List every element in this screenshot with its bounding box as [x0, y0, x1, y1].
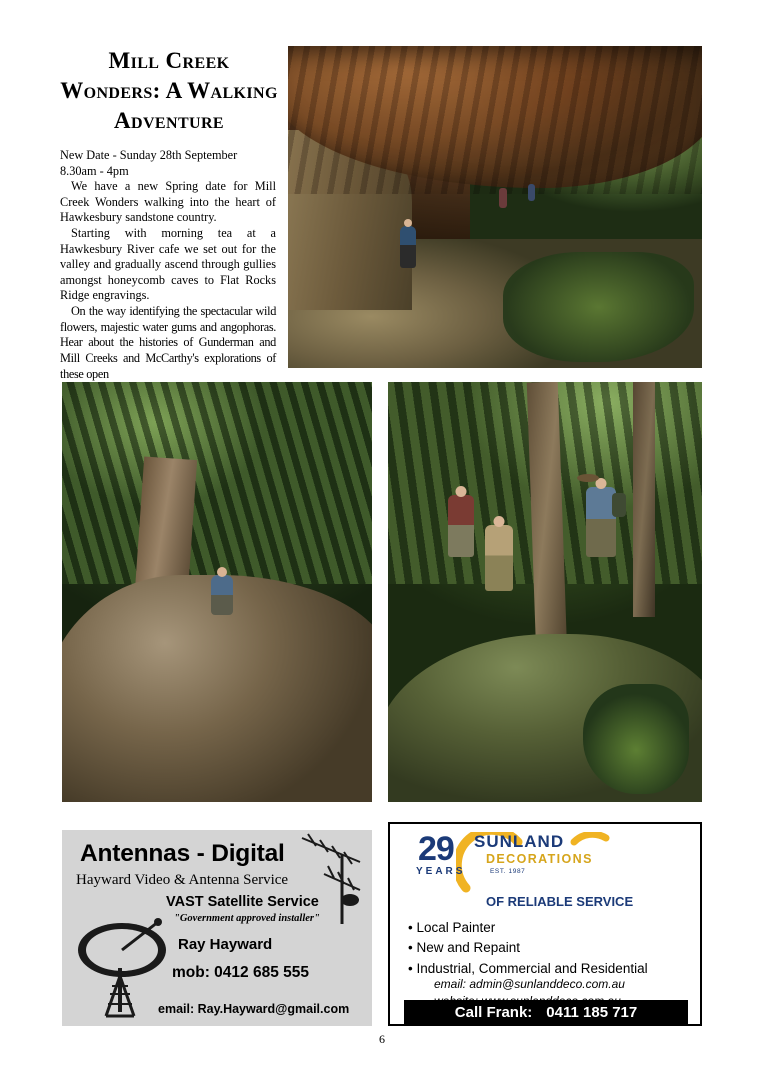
- photo-tree-roots: [62, 382, 372, 802]
- advert-brand-name: SUNLAND: [474, 832, 565, 851]
- advert-mobile-number[interactable]: mob: 0412 685 555: [172, 964, 310, 981]
- advert-years-word: YEARS: [416, 866, 466, 877]
- walker-figure-man-right: [586, 487, 616, 557]
- list-item: • Industrial, Commercial and Residential: [408, 960, 648, 976]
- advert-call-label: Call Frank:: [454, 1003, 533, 1021]
- article-dateline-2: 8.30am - 4pm: [60, 163, 129, 178]
- article-paragraph-3: On the way identifying the spectacular wild flowers, majestic water gums and angophoras. Hear about the histories of Gunderman and Mill Creeks and McCarthy's explorations of these open: [60, 304, 276, 381]
- satellite-dish-icon: [70, 916, 182, 1020]
- article-paragraph-2: Starting with morning tea at a Hawkesbury River cafe we set out for the valley and gradually ascend through gullies amongst honeycomb caves to Flat Rocks Ridge engravings.: [60, 226, 276, 303]
- roots-canopy: [62, 382, 372, 584]
- walker-figure: [400, 226, 416, 268]
- article-body: [60, 148, 276, 382]
- advert-email[interactable]: email: admin@sunlanddeco.com.au: [434, 977, 625, 991]
- page-title: Mill Creek Wonders: A Walking Adventure: [60, 48, 278, 133]
- right-tree-trunk: [633, 382, 655, 617]
- walker-figure-distant-2: [528, 184, 535, 201]
- advert-approval-line: "Government approved installer": [174, 913, 320, 924]
- article-paragraph-1: We have a new Spring date for Mill Creek Wonders walking into the heart of Hawkesbury sandstone country.: [60, 179, 276, 225]
- advert-title: Antennas - Digital: [80, 840, 285, 867]
- advert-sunland-decorations[interactable]: [388, 822, 702, 1026]
- advert-call-bar[interactable]: [404, 1000, 688, 1024]
- advert-antennas-digital[interactable]: [62, 830, 372, 1026]
- fern-cluster: [583, 684, 690, 793]
- photo-three-walkers: [388, 382, 702, 802]
- advert-email[interactable]: email: Ray.Hayward@gmail.com: [158, 1002, 350, 1016]
- cave-rock-streaks: [288, 46, 702, 194]
- antenna-icon: [294, 832, 372, 930]
- backpack-icon: [612, 493, 626, 517]
- advert-subtitle: Hayward Video & Antenna Service: [76, 872, 289, 888]
- list-item: • Local Painter: [408, 920, 496, 935]
- page-number: 6: [379, 1032, 385, 1046]
- advert-tagline: OF RELIABLE SERVICE: [486, 894, 634, 909]
- walker-figure-distant-1: [499, 188, 507, 208]
- article-dateline-1: New Date - Sunday 28th September: [60, 148, 238, 162]
- advert-call-number: 0411 185 717: [546, 1003, 638, 1021]
- article-header: [60, 46, 278, 136]
- advert-services-list: [408, 918, 648, 979]
- advert-contact-name: Ray Hayward: [178, 936, 273, 953]
- advert-brand-subtitle: DECORATIONS: [486, 852, 593, 866]
- list-item: • New and Repaint: [408, 940, 521, 956]
- advert-service-line: VAST Satellite Service: [166, 894, 319, 910]
- advert-established: EST. 1987: [490, 868, 526, 875]
- walker-figure-woman: [485, 525, 513, 591]
- advert-years-number: 29: [418, 830, 454, 868]
- walker-figure-man-left: [448, 495, 474, 557]
- cave-foliage-patch: [503, 252, 693, 361]
- photo-sandstone-cave: [288, 46, 702, 368]
- seated-walker-figure: [211, 575, 233, 615]
